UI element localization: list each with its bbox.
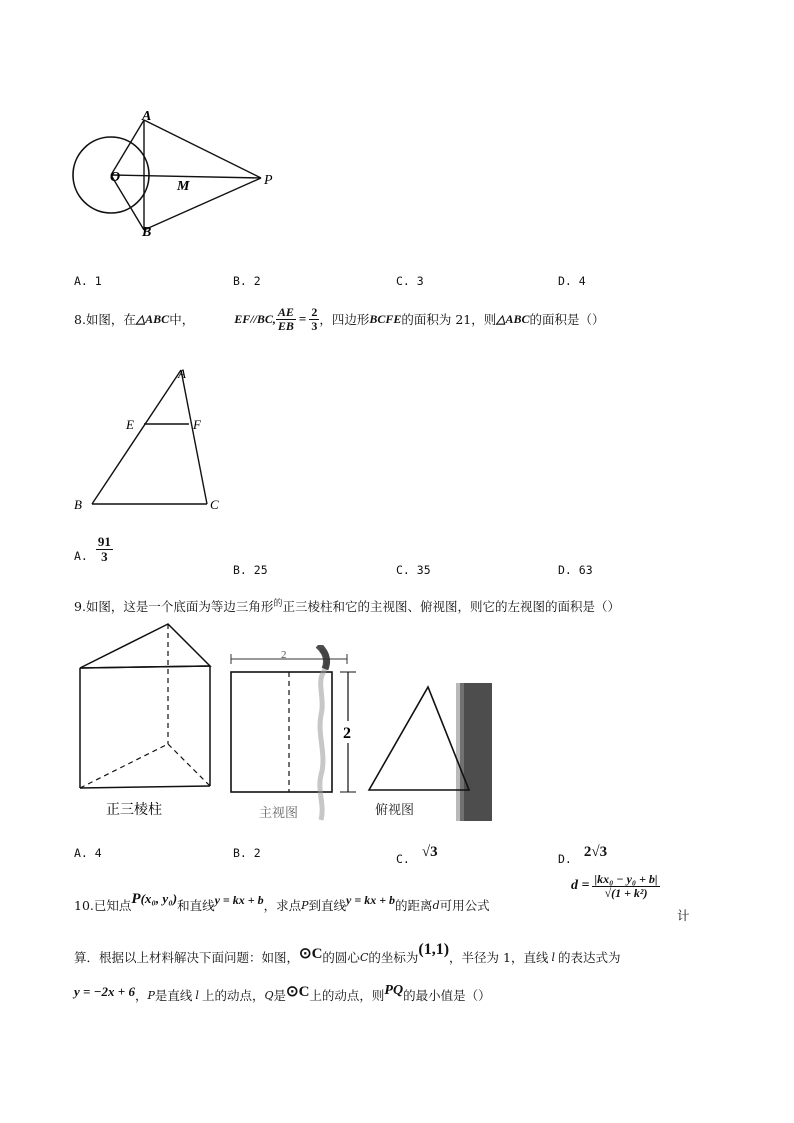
- q9-question-stem: [74, 596, 620, 615]
- q8-quadrilateral: BCFE: [369, 311, 402, 326]
- q10-text4: 到直线: [308, 898, 347, 913]
- q10-l2-text2: 的圆心: [322, 950, 360, 965]
- q8-label-E: E: [126, 417, 134, 432]
- q8-fraction-2-3: $\frac{2}{3}$: [311, 305, 318, 333]
- q7-label-A: A: [142, 109, 152, 124]
- q10-point-p: P: [131, 890, 141, 907]
- q8-condition: EF//BC,: [234, 311, 276, 326]
- q10-l3-text2: 是直线: [154, 988, 193, 1003]
- q10-circle-c2: ⊙C: [286, 983, 310, 1000]
- q7-label-P: P: [264, 173, 273, 188]
- q8-prefix: 8.如图，在: [74, 312, 136, 328]
- q9-text-small: 的: [273, 599, 283, 609]
- q7-option-b: B. 2: [233, 274, 261, 288]
- q7-label-M: M: [177, 179, 190, 194]
- q10-text3: ，求点: [263, 898, 302, 913]
- q7-option-c: C. 3: [396, 274, 424, 288]
- q8-option-b: B. 25: [233, 563, 268, 577]
- q10-text2: 和直线: [177, 898, 215, 913]
- q10-point-coords: (x₀, y₀): [140, 891, 178, 906]
- q8-text2: ，四边形: [319, 312, 370, 328]
- q9-text-b: 正三棱柱和它的主视图、俯视图，则它的左视图的面积是（）: [282, 599, 620, 614]
- q9-option-a: A. 4: [74, 846, 102, 860]
- q10-line-1: [74, 890, 490, 914]
- q10-l3-p: P: [147, 988, 155, 1002]
- q10-circle-c: ⊙C: [299, 945, 323, 962]
- q8-mid: 中，: [169, 312, 195, 328]
- q10-l3-text3: 上的动点，: [201, 988, 265, 1003]
- q9-option-c: [396, 838, 438, 866]
- q10-l2-text4: ，半径为 1，直线: [449, 950, 549, 965]
- q8-equals: =: [298, 311, 307, 327]
- q10-l2-text3: 的坐标为: [368, 950, 419, 965]
- q10-pq: PQ: [384, 983, 404, 998]
- q9-dim-side: 2: [343, 725, 351, 742]
- q8-label-C: C: [210, 497, 219, 512]
- q9-caption-front: 主视图: [259, 805, 299, 820]
- q10-p-italic: P: [301, 898, 309, 912]
- q8-label-B: B: [74, 497, 82, 512]
- q9-option-b: B. 2: [233, 846, 261, 860]
- q9-caption-prism: 正三棱柱: [106, 803, 162, 818]
- q8-triangle2: △ABC: [496, 311, 530, 326]
- q10-formula-lhs: d =: [571, 878, 590, 894]
- q8-question-stem: [74, 306, 605, 332]
- q9-option-d: [558, 838, 607, 866]
- q9-dim-top: 2: [281, 649, 287, 661]
- q8-option-a-label: A.: [74, 549, 88, 564]
- q9-option-d-label: D.: [558, 852, 572, 866]
- q10-line-eq: y = kx + b: [214, 892, 264, 907]
- q9-text-a: 9.如图，这是一个底面为等边三角形: [74, 599, 274, 614]
- q8-label-A: A: [178, 366, 186, 381]
- q10-distance-formula: [571, 873, 660, 899]
- q10-l-italic: l: [551, 950, 555, 964]
- q9-option-c-value: √3: [421, 843, 438, 860]
- q8-option-d: D. 63: [558, 563, 593, 577]
- q10-prefix: 10.已知点: [74, 898, 132, 913]
- q8-option-a: [74, 535, 113, 563]
- q10-l3-text6: 的最小值是（）: [403, 988, 491, 1003]
- q9-caption-top: 俯视图: [375, 802, 415, 817]
- q9-top-view-figure: [365, 683, 500, 823]
- q7-option-d: D. 4: [558, 274, 586, 288]
- q10-l2-text1: 算．根据以上材料解决下面问题：如图，: [74, 950, 300, 965]
- q10-line-2: [74, 941, 621, 966]
- q10-l3-text1: ，: [134, 988, 148, 1003]
- q9-prism-figure: [70, 618, 220, 823]
- q10-text6: 可用公式: [439, 898, 490, 913]
- q10-l3-text5: 上的动点，则: [309, 988, 385, 1003]
- q8-option-c: C. 35: [396, 563, 431, 577]
- q10-c-italic: C: [359, 950, 369, 964]
- q10-formula-fraction: $\frac{\text{|kx₀ − y₀ + b|}}{\text{√(1 + k²)}}$: [594, 872, 658, 900]
- q10-text7: 计: [677, 908, 690, 923]
- q10-l3-l: l: [195, 988, 199, 1002]
- q10-text5: 的距离: [395, 898, 433, 913]
- q10-d-italic: d: [432, 898, 440, 912]
- q10-center-coord: (1,1): [418, 941, 450, 958]
- q7-label-O: O: [110, 170, 121, 185]
- q8-text3: 的面积为 21，则: [401, 312, 497, 328]
- q8-figure: [70, 362, 230, 517]
- q8-triangle: △ABC: [135, 311, 170, 326]
- q8-fraction-ae-eb: $\frac{AE}{EB}$: [277, 305, 294, 333]
- q10-l2-text5: 的表达式为: [558, 950, 621, 965]
- q7-figure: [66, 105, 286, 245]
- q10-l3-text4: 是: [273, 988, 286, 1003]
- q9-option-d-value: 2√3: [583, 843, 608, 860]
- q10-line-eq2: y = kx + b: [346, 892, 396, 907]
- q10-line-l-eq: y = −2x + 6: [74, 984, 135, 999]
- q9-option-c-label: C.: [396, 852, 410, 866]
- q8-label-F: F: [193, 417, 201, 432]
- q10-line-3: [74, 983, 491, 1004]
- q10-l3-q: Q: [264, 988, 274, 1002]
- q7-label-B: B: [142, 225, 152, 240]
- q9-front-view-figure: [225, 645, 365, 825]
- q8-option-a-fraction: $\frac{91}{3}$: [97, 534, 111, 564]
- q8-text4: 的面积是（）: [529, 312, 605, 328]
- q7-option-a: A. 1: [74, 274, 102, 288]
